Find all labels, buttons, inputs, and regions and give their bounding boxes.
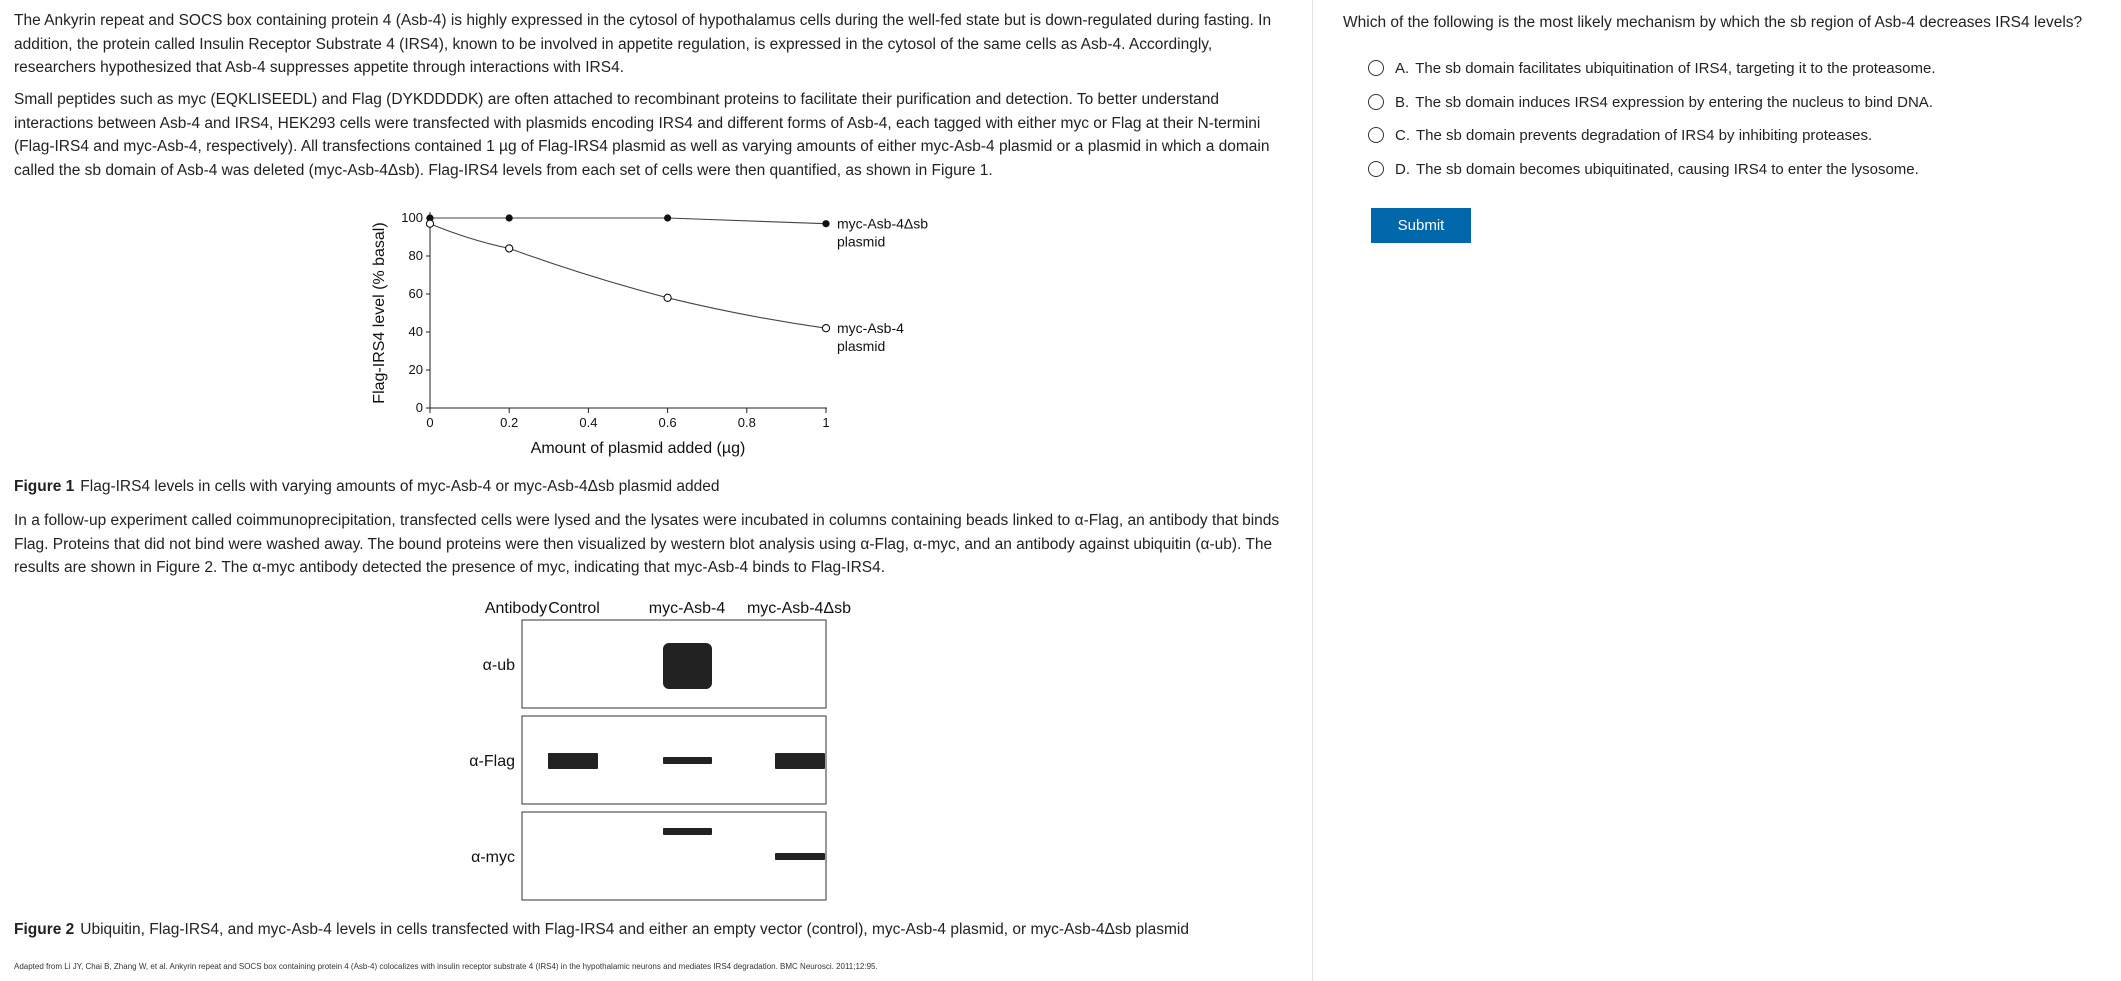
blot-row-flag: α-Flag [469, 753, 515, 770]
x-axis-title: Amount of plasmid added (µg) [530, 440, 746, 457]
blot-col-myc-asb4: myc-Asb-4 [648, 600, 726, 617]
figure-2-caption [14, 919, 1189, 941]
passage-paragraph-1: The Ankyrin repeat and SOCS box containing protein 4 (Asb-4) is highly expressed in the cytosol of hypothalamus cells during the well-fed state but is down-regulated during fasting. In addition, the protein called Insulin Receptor Substrate 4 (IRS4), known to be involved in appetite regulation, is expressed in the cytosol of the same cells as Asb-4. Accordingly, researchers hypothesized that Asb-4 suppresses appetite through interactions with IRS4. [14, 12, 1272, 76]
radio-d[interactable] [1368, 161, 1384, 177]
y-tick-label: 60 [408, 286, 423, 301]
figure-2-caption-text: Ubiquitin, Flag-IRS4, and myc-Asb-4 levels in cells transfected with Flag-IRS4 and either an empty vector (control), myc-Asb-4 plasmid, or myc-Asb-4Δsb plasmid [80, 921, 1189, 938]
data-point [664, 294, 671, 301]
band-ub-myc-asb4 [663, 643, 712, 689]
figure-1-chart [360, 198, 980, 463]
figure-1-caption [14, 476, 720, 498]
option-c-letter: C. [1395, 126, 1410, 144]
option-b-text: The sb domain induces IRS4 expression by entering the nucleus to bind DNA. [1415, 93, 1933, 111]
series-label: myc-Asb-4Δsb [837, 215, 929, 232]
y-axis-title: Flag-IRS4 level (% basal) [371, 222, 388, 404]
passage-paragraph-2: Small peptides such as myc (EQKLISEEDL) and Flag (DYKDDDDK) are often attached to recombinant proteins to facilitate their purification and detection. To better understand interactions between Asb-4 and IRS4, HEK293 cells were transfected with plasmids encoding IRS4 and different forms of Asb-4, each tagged with either myc or Flag at their N-termini (Flag-IRS4 and myc-Asb-4, respectively). All transfections contained 1 µg of Flag-IRS4 plasmid as well as varying amounts of either myc-Asb-4 plasmid or a plasmid in which a domain called the sb domain of Asb-4 was deleted (myc-Asb-4Δsb). Flag-IRS4 levels from each set of cells were then quantified, as shown in Figure 1. [14, 91, 1270, 179]
figure-2-label: Figure 2 [14, 921, 75, 938]
option-c[interactable] [1368, 122, 1872, 148]
x-tick-label: 0.4 [579, 415, 598, 430]
option-b[interactable] [1368, 89, 1933, 115]
data-point [506, 214, 513, 221]
passage-paragraph-3: In a follow-up experiment called coimmunoprecipitation, transfected cells were lysed and the lysates were incubated in columns containing beads linked to α-Flag, an antibody that binds Flag. Proteins that did not bind were washed away. The bound proteins were then visualized by western blot analysis using α-Flag, α-myc, and an antibody against ubiquitin (α-ub). The results are shown in Figure 2. The α-myc antibody detected the presence of myc, indicating that myc-Asb-4 binds to Flag-IRS4. [14, 512, 1280, 576]
blot-row-ub: α-ub [482, 657, 515, 674]
blot-col-myc-asb4-dsb: myc-Asb-4Δsb [746, 600, 852, 617]
blot-col-control: Control [548, 600, 600, 617]
citation: Adapted from Li JY, Chai B, Zhang W, et al. Ankyrin repeat and SOCS box containing protein 4 (Asb-4) colocalizes with insulin receptor substrate 4 (IRS4) in the hypothalamic neurons and mediates IRS4 degradation. BMC Neurosci. 2011;12:95. [14, 962, 878, 971]
band-flag-myc-asb4 [663, 757, 712, 764]
y-tick-label: 80 [408, 248, 423, 263]
figure-1-label: Figure 1 [14, 478, 75, 495]
series-label: myc-Asb-4 [837, 320, 904, 337]
question-pane [1313, 0, 2121, 981]
series-line-1 [430, 218, 826, 224]
option-b-letter: B. [1395, 93, 1410, 111]
y-tick-label: 100 [401, 210, 423, 225]
radio-b[interactable] [1368, 94, 1384, 110]
option-d[interactable] [1368, 156, 1919, 182]
data-point [822, 220, 829, 227]
option-c-text: The sb domain prevents degradation of IRS4 by inhibiting proteases. [1416, 126, 1873, 144]
x-tick-label: 0.8 [737, 415, 756, 430]
data-point [822, 325, 829, 332]
band-flag-control [548, 753, 598, 769]
series-label: plasmid [837, 233, 886, 250]
x-tick-label: 0 [426, 415, 434, 430]
question-text: Which of the following is the most likely mechanism by which the sb region of Asb-4 decreases IRS4 levels? [1343, 14, 2083, 31]
option-a-letter: A. [1395, 59, 1410, 77]
blot-header-antibody: Antibody [484, 600, 548, 617]
band-flag-myc-asb4-dsb [775, 753, 825, 769]
option-d-letter: D. [1395, 160, 1410, 178]
blot-row-myc: α-myc [471, 849, 515, 866]
y-tick-label: 0 [415, 400, 423, 415]
x-tick-label: 1 [822, 415, 830, 430]
series-line-2 [430, 224, 826, 329]
submit-button[interactable]: Submit [1371, 208, 1471, 243]
x-tick-label: 0.2 [500, 415, 519, 430]
radio-c[interactable] [1368, 127, 1384, 143]
series-label: plasmid [837, 338, 886, 355]
y-tick-label: 40 [408, 324, 423, 339]
data-point [664, 214, 671, 221]
option-a[interactable] [1368, 55, 1936, 81]
x-tick-label: 0.6 [658, 415, 677, 430]
figure-2-western-blot [430, 590, 870, 905]
data-point [426, 220, 433, 227]
band-myc-myc-asb4 [663, 828, 712, 835]
data-point [506, 245, 513, 252]
band-myc-myc-asb4-dsb [775, 853, 825, 860]
option-d-text: The sb domain becomes ubiquitinated, causing IRS4 to enter the lysosome. [1416, 160, 1919, 178]
figure-1-caption-text: Flag-IRS4 levels in cells with varying amounts of myc-Asb-4 or myc-Asb-4Δsb plasmid added [80, 478, 720, 495]
radio-a[interactable] [1368, 60, 1384, 76]
option-a-text: The sb domain facilitates ubiquitination of IRS4, targeting it to the proteasome. [1415, 59, 1936, 77]
y-tick-label: 20 [408, 362, 423, 377]
